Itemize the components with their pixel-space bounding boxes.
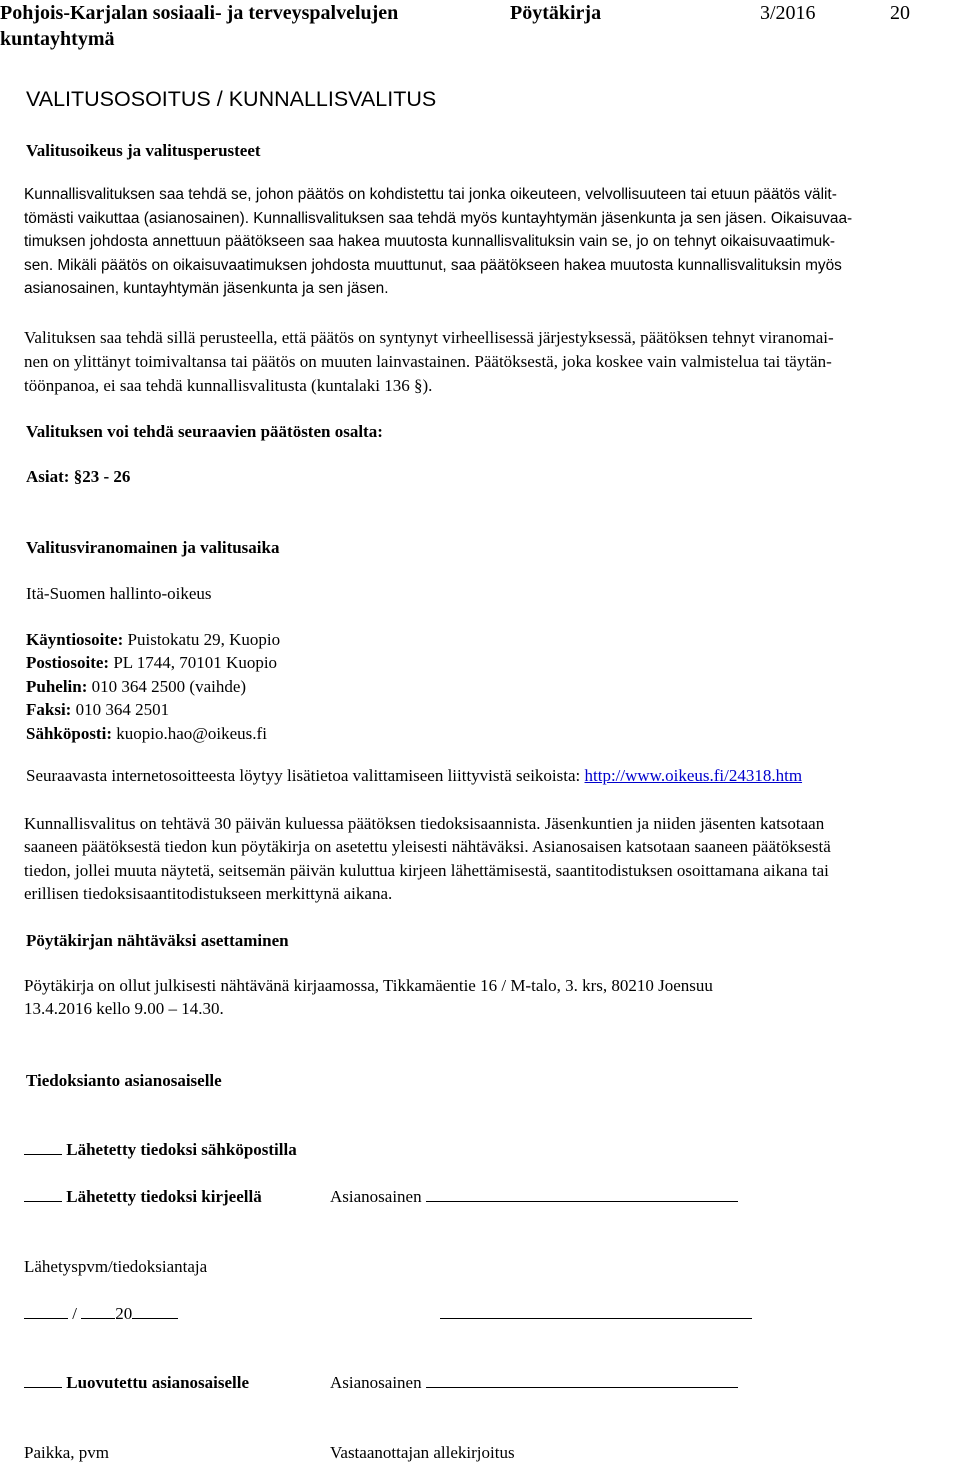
party-row [330, 1185, 738, 1208]
text-line: Valituksen saa tehdä sillä perusteella, että päätös on syntynyt virheellisessä järjestyksessä, päätöksen tehnyt viranomai- [24, 328, 834, 347]
contact-visit-address [26, 628, 280, 651]
text-line: asianosainen, kuntayhtymän jäsenkunta ja sen jäsen. [24, 280, 389, 298]
sender-signature-line[interactable] [440, 1303, 752, 1319]
party-label-2: Asianosainen [330, 1373, 422, 1392]
header-doc-type: Pöytäkirja [510, 2, 602, 24]
header-org-line1: Pohjois-Karjalan sosiaali- ja terveyspalvelujen [0, 2, 399, 24]
checkbox-line[interactable] [24, 1372, 62, 1388]
sender-signature-line-wrap [440, 1302, 752, 1325]
text-line: timuksen johdosta annettuun päätökseen saa hakea muutosta kunnallisvalituksin vain se, jo on tehnyt oikaisuvaatimuk- [24, 233, 836, 251]
party-signature-line[interactable] [426, 1186, 738, 1202]
paragraph-grounds [24, 326, 949, 398]
date-slash: / [72, 1304, 77, 1323]
text-line: 13.4.2016 kello 9.00 – 14.30. [24, 999, 224, 1019]
handed-notice-label: Luovutettu asianosaiselle [66, 1373, 250, 1392]
contact-label: Postiosoite: [26, 653, 110, 673]
text-line: erillisen tiedoksisaantitodistukseen merkittynä aikana. [24, 884, 393, 904]
contact-fax [26, 698, 280, 721]
text-line: tiedon, jollei muuta näytetä, seitsemän päivän kuluttua kirjeen lähettämisestä, saantitodistuksen osoittamana aikana tai [24, 860, 829, 880]
header-org-line2: kuntayhtymä [0, 28, 115, 50]
contact-label: Sähköposti: [26, 723, 112, 743]
text-line: töönpanoa, ei saa tehdä kunnallisvalitusta (kuntalaki 136 §). [24, 376, 433, 395]
email-notice-row [24, 1138, 297, 1161]
text-line: Kunnallisvalituksen saa tehdä se, johon päätös on kohdistettu tai jonka oikeuteen, velvollisuuteen tai etuun päätös välit- [24, 186, 837, 203]
text-line: tömästi vaikuttaa (asianosainen). Kunnallisvalituksen saa tehdä myös kuntayhtymän jäsenkunta ja sen jäsen. Oikaisuvaa- [24, 209, 853, 227]
contact-postal-address [26, 651, 280, 674]
letter-notice-label: Lähetetty tiedoksi kirjeellä [66, 1187, 262, 1206]
internet-info-line [26, 764, 802, 787]
year-prefix: 20 [115, 1304, 133, 1323]
text-line: saaneen päätöksestä tiedon kun pöytäkirja on asetettu yleisesti nähtäväksi. Asianosaisen katsotaan saaneen päätöksestä [24, 837, 831, 857]
month-field-line[interactable] [81, 1303, 115, 1319]
internet-info-text: Seuraavasta internetosoitteesta löytyy lisätietoa valittamiseen liittyvistä seikoista: [26, 766, 585, 785]
display-heading: Pöytäkirjan nähtäväksi asettaminen [26, 931, 289, 950]
paragraph-right-of-appeal [24, 183, 949, 301]
contact-label: Puhelin: [26, 676, 88, 696]
contact-label: Faksi: [26, 700, 72, 720]
notification-heading: Tiedoksianto asianosaiselle [26, 1071, 222, 1090]
contact-phone [26, 675, 280, 698]
text-line: Pöytäkirja on ollut julkisesti nähtävänä kirjaamossa, Tikkamäentie 16 / M-talo, 3. krs, 80210 Joensuu [24, 976, 713, 995]
year-field-line[interactable] [132, 1303, 178, 1319]
place-date-label: Paikka, pvm [24, 1443, 109, 1462]
section-heading-right-of-appeal: Valitusoikeus ja valitusperusteet [26, 141, 261, 160]
letter-notice-row [24, 1185, 262, 1208]
checkbox-line[interactable] [24, 1139, 62, 1155]
contact-value: PL 1744, 70101 Kuopio [109, 653, 278, 673]
party-label: Asianosainen [330, 1187, 422, 1206]
party-row-2 [330, 1371, 738, 1394]
recipient-signature-label: Vastaanottajan allekirjoitus [330, 1443, 515, 1462]
authority-heading: Valitusviranomainen ja valitusaika [26, 538, 280, 557]
party-signature-line-2[interactable] [426, 1372, 738, 1388]
contact-value: 010 364 2501 [71, 700, 170, 720]
contact-value: 010 364 2500 (vaihde) [87, 676, 247, 696]
text-line: nen on ylittänyt toimivaltansa tai päätös on muuten lainvastainen. Päätöksestä, joka koskee vain valmistelua tai täytän- [24, 352, 832, 371]
text-line: sen. Mikäli päätös on oikaisuvaatimuksen johdosta muuttunut, saa päätökseen hakea muutosta kunnallisvalituksin myös [24, 256, 842, 274]
contact-value: kuopio.hao@oikeus.fi [111, 723, 267, 743]
contact-label: Käyntiosoite: [26, 630, 124, 649]
header-page-number: 20 [890, 2, 910, 24]
handed-notice-row [24, 1371, 249, 1394]
day-field-line[interactable] [24, 1303, 68, 1319]
email-notice-label: Lähetetty tiedoksi sähköpostilla [66, 1140, 297, 1159]
header-doc-number: 3/2016 [760, 2, 816, 24]
paragraph-deadline [24, 812, 949, 906]
decisions-heading: Valituksen voi tehdä seuraavien päätösten osalta: [26, 422, 383, 441]
contact-email [26, 722, 280, 745]
authority-name: Itä-Suomen hallinto-oikeus [26, 584, 212, 603]
text-line: Kunnallisvalitus on tehtävä 30 päivän kuluessa päätöksen tiedoksisaannista. Jäsenkuntien ja niiden jäsenten katsotaan [24, 814, 825, 833]
contact-block [26, 628, 280, 745]
paragraph-display [24, 974, 949, 1021]
matters-list: Asiat: §23 - 26 [26, 467, 131, 486]
contact-value: Puistokatu 29, Kuopio [123, 630, 281, 649]
sent-date-label: Lähetyspvm/tiedoksiantaja [24, 1257, 208, 1276]
checkbox-line[interactable] [24, 1186, 62, 1202]
info-link[interactable]: http://www.oikeus.fi/24318.htm [584, 766, 803, 785]
date-fields-row [24, 1302, 178, 1325]
page-title: VALITUSOSOITUS / KUNNALLISVALITUS [26, 87, 437, 111]
